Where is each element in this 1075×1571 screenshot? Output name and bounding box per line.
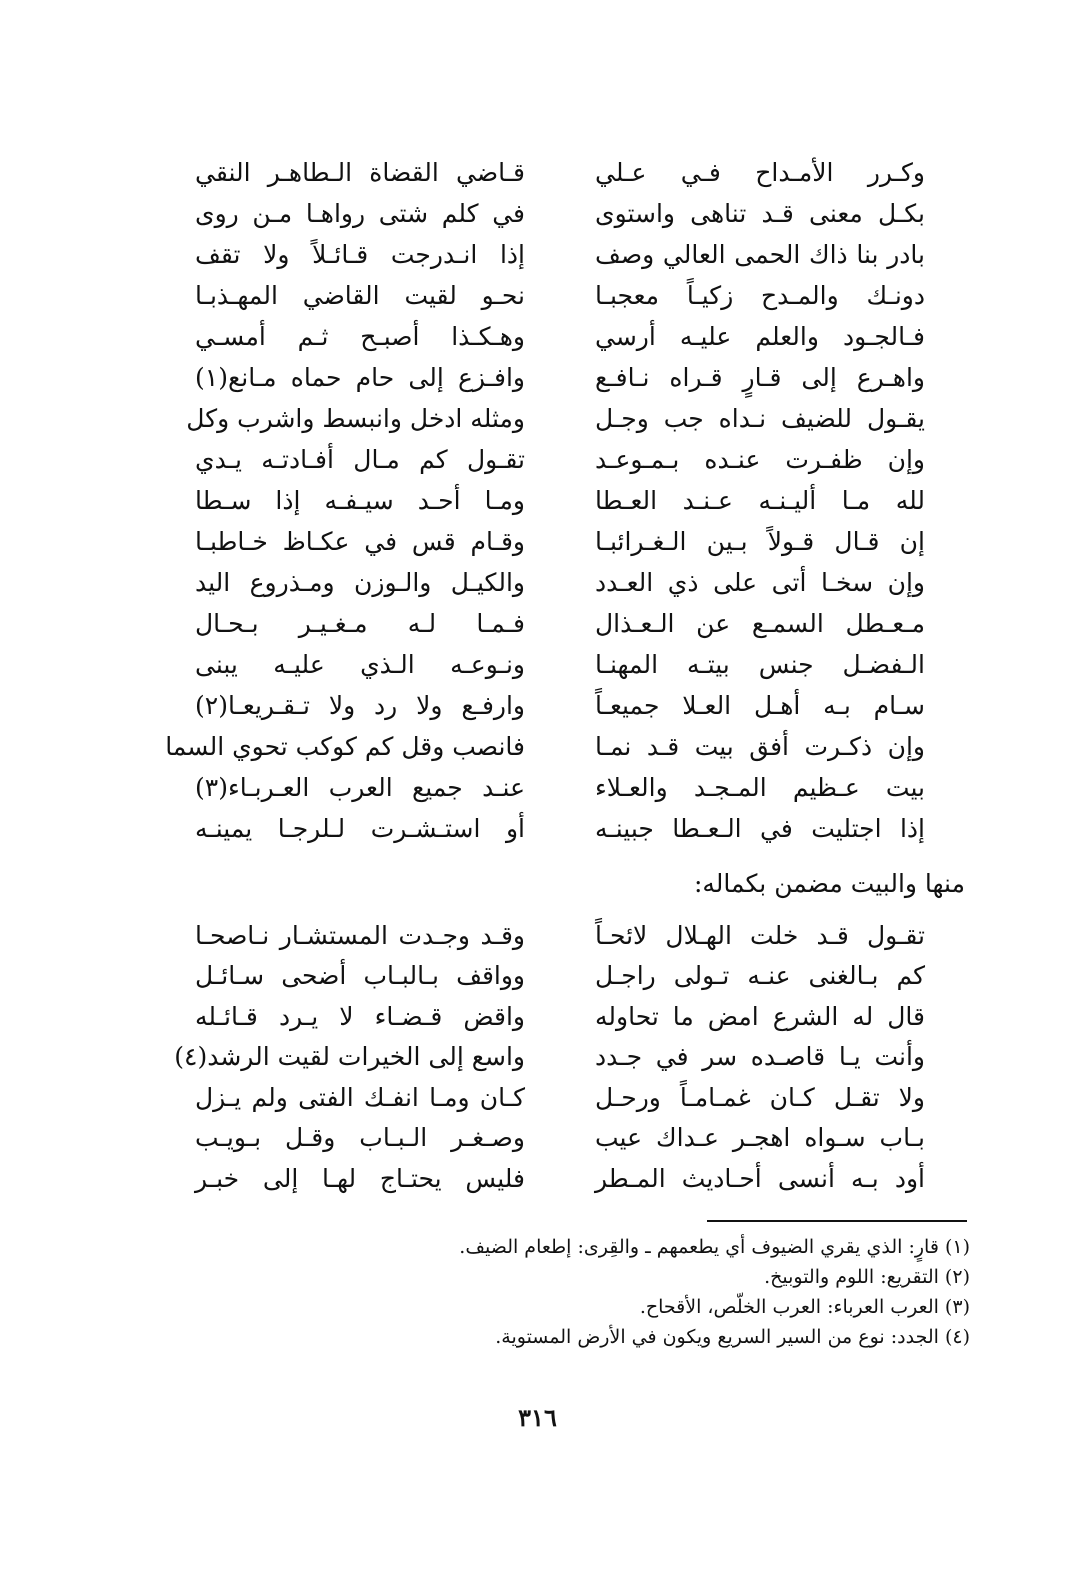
verse	[195, 915, 925, 956]
page-number: ٣١٦	[518, 1403, 557, 1432]
verse	[195, 996, 925, 1037]
verse	[195, 644, 925, 685]
verse-right-hemistich: سـام بـه أهـل العـلا جميعـاً	[595, 691, 925, 720]
verse-left-hemistich: أو استـشـرت لـلرجـا يمينـه	[195, 814, 525, 843]
verse-right-hemistich: ولا تقـل كـان غمـامـاً ورحـل	[595, 1082, 925, 1112]
footnote-2: (٢) التقريع: اللوم والتوبيخ.	[764, 1266, 970, 1288]
verse	[195, 685, 925, 726]
verse-right-hemistich: الـفضـل جنس بيتـه المهنـا	[595, 650, 925, 679]
verse-right-hemistich: وأنت يـا قاصـده سر في جـدد	[595, 1042, 925, 1072]
poem-block-1	[165, 152, 925, 849]
verse-left-hemistich: والكيـل والـوزن ومـذروع اليد	[195, 568, 525, 597]
verse-left-hemistich: واقض قـضـاء لا يـرد قـائـله	[195, 1001, 525, 1031]
verse	[195, 152, 925, 193]
verse-right-hemistich: واهـرع إلى قـارٍ قـراه نـافـع	[595, 363, 925, 392]
verse-left-hemistich: وقـام قس في عكـاظ خـاطبـا	[195, 527, 525, 556]
verse-left-hemistich: وافـزع إلى حام حماه مـانع(١)	[195, 363, 525, 392]
verse-left-hemistich: وارفـع ولا رد ولا تـقـريعـا(٢)	[195, 691, 525, 720]
verse-left-hemistich: قـاضي القضاة الـطاهـر النقي	[195, 158, 525, 187]
poem-block-2	[174, 915, 925, 1199]
verse-right-hemistich: بكـل معنى قـد تناهى واستوى	[595, 199, 925, 228]
intro-line: منها والبيت مضمن بكماله:	[693, 869, 965, 898]
verse-right-hemistich: إذا اجتليت في الـعـطا جبينـه	[595, 814, 925, 843]
verse	[195, 480, 925, 521]
verse	[195, 1118, 925, 1159]
verse	[165, 726, 925, 767]
verse-right-hemistich: أود بـه أنسى أحـاديث المـطر	[595, 1163, 925, 1193]
verse	[195, 562, 925, 603]
verse	[195, 956, 925, 997]
verse-right-hemistich: قال له الشرع امض ما تحاوله	[595, 1001, 925, 1031]
verse	[195, 234, 925, 275]
verse-left-hemistich: تقـول كم مـال أفـادتـه يـدي	[195, 445, 525, 474]
footnote-divider	[707, 1220, 967, 1222]
footnote-4: (٤) الجدد: نوع من السير السريع ويكون في الأرض المستوية.	[495, 1326, 970, 1348]
verse	[186, 398, 925, 439]
verse-right-hemistich: بـاب سـواه اهجـر عـداك عيب	[595, 1123, 925, 1153]
verse-left-hemistich: وهـكـذا أصبـح ثـم أمسـي	[195, 322, 525, 351]
verse-left-hemistich: نحـو لقيت القاضي المهـذبـا	[195, 281, 525, 310]
verse-left-hemistich: إذا انـدرجت قـائـلاً ولا تقف	[195, 240, 525, 269]
verse	[195, 439, 925, 480]
verse	[195, 357, 925, 398]
verse-right-hemistich: إن قـال قـولاً بـين الـغـرائبـا	[595, 527, 925, 556]
footnote-1: (١) قارٍ: الذي يقري الضيوف أي يطعمهم ـ والقِرى: إطعام الضيف.	[459, 1236, 970, 1258]
verse-left-hemistich: وقـد وجـدت المستشـار نـاصحـا	[195, 920, 525, 950]
verse-right-hemistich: وكـرر الأمـداح فـي عـلي	[595, 158, 925, 187]
verse	[195, 767, 925, 808]
verse-left-hemistich: عنـد جميع العرب العـربـاء(٣)	[195, 773, 525, 802]
verse-left-hemistich: ومـا أحـد سيـفـه إذا سـطا	[195, 486, 525, 515]
verse-left-hemistich: فانصب وقل كم كوكب تحوي السما	[165, 732, 525, 761]
verse	[195, 316, 925, 357]
verse-right-hemistich: لله مـا أليـنـه عـنـد العـطا	[595, 486, 925, 515]
verse-right-hemistich: مـعـطل السمـع عن الـعـذال	[595, 609, 925, 638]
verse	[195, 193, 925, 234]
verse-left-hemistich: ومثله ادخل وانبسط واشرب وكل	[186, 404, 525, 433]
verse-right-hemistich: بادر بنا ذاك الحمى العالي وصف	[595, 240, 925, 269]
verse-left-hemistich: وصـغـر الـبـاب وقـل بـويـب	[195, 1123, 525, 1153]
verse-right-hemistich: وإن ذكـرت أفق بيت قـد نمـا	[595, 732, 925, 761]
verse	[195, 1158, 925, 1199]
verse-left-hemistich: كـان ومـا انفـك الفتى ولم يـزل	[195, 1082, 525, 1112]
verse	[195, 1077, 925, 1118]
verse	[195, 521, 925, 562]
verse	[195, 275, 925, 316]
verse-right-hemistich: دونـك والمـدح زكيـاً معجبـا	[595, 281, 925, 310]
verse-right-hemistich: فـالجـود والعلم عليـه أرسي	[595, 322, 925, 351]
verse-left-hemistich: فـمـا لـه مـغـيـر بـحـال	[195, 609, 525, 638]
verse	[195, 808, 925, 849]
verse-left-hemistich: فليس يحتـاج لهـا إلى خبـر	[195, 1163, 525, 1193]
verse-left-hemistich: ونـوعـه الـذي عليـه يبنى	[195, 650, 525, 679]
verse-right-hemistich: تقـول قـد خلت الهـلال لائحـاً	[595, 920, 925, 950]
verse-right-hemistich: يقـول للضيف نـداه جب وجـل	[595, 404, 925, 433]
footnotes	[170, 1232, 970, 1352]
verse-left-hemistich: واسع إلى الخيرات لقيت الرشد(٤)	[174, 1042, 525, 1072]
verse	[174, 1037, 925, 1078]
footnote-3: (٣) العرب العرباء: العرب الخلّص، الأقحاح.	[639, 1296, 970, 1318]
verse	[195, 603, 925, 644]
verse-left-hemistich: في كلم شتى رواهـا مـن روى	[195, 199, 525, 228]
verse-right-hemistich: وإن ظفـرت عنـده بـمـوعـد	[595, 445, 925, 474]
verse-right-hemistich: كم بـالغنى عنـه تـولى راجـل	[595, 961, 925, 991]
verse-right-hemistich: وإن سخـا أتى على ذي العـدد	[595, 568, 925, 597]
verse-right-hemistich: بيت عـظيم المـجـد والعـلاء	[595, 773, 925, 802]
verse-left-hemistich: وواقف بـالبـاب أضحى سـائـل	[195, 961, 525, 991]
